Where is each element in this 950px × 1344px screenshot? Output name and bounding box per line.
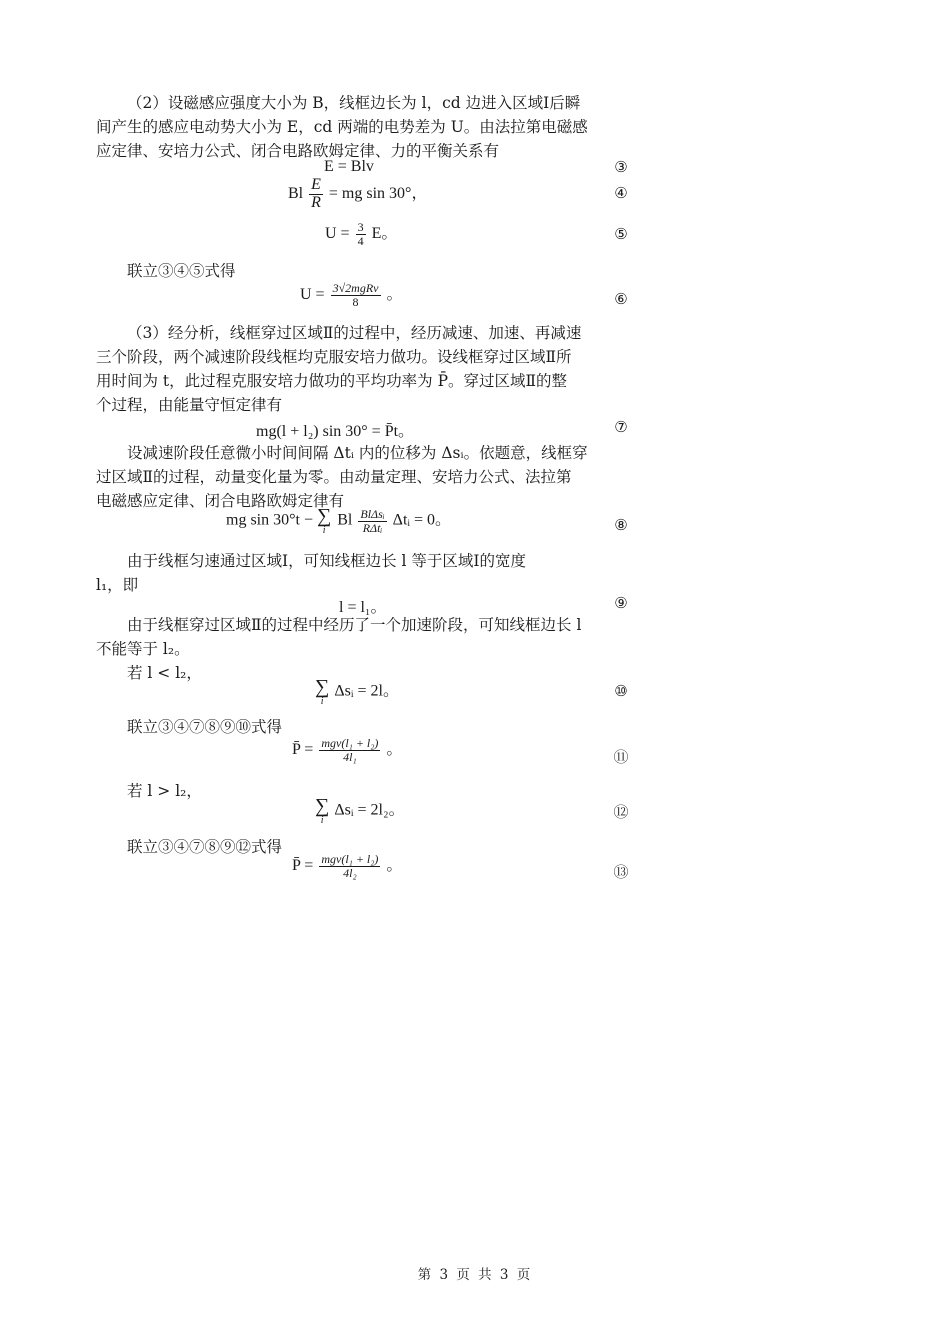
fraction-numerator: 3: [357, 220, 364, 235]
equation-12: [315, 796, 405, 826]
equation-number: ⑦: [614, 418, 628, 436]
equation-term: Bl: [337, 511, 353, 529]
equation-term: Δtᵢ = 0。: [392, 511, 452, 529]
paragraph-line: 由于线框穿过区域Ⅱ的过程中经历了一个加速阶段，可知线框边长 l: [127, 616, 582, 634]
equation-number: ③: [614, 158, 628, 176]
equation-13: [292, 852, 402, 879]
paragraph-line: 联立③④⑦⑧⑨⑫式得: [127, 838, 283, 856]
fraction-denominator: 4l₂: [343, 865, 357, 880]
fraction: [358, 508, 386, 534]
fraction: [319, 737, 380, 763]
equation-11: [292, 736, 402, 763]
equation-number: ⑤: [614, 225, 628, 243]
equation-10: [315, 677, 399, 707]
paragraph-line: 联立③④⑤式得: [127, 262, 236, 280]
equation-number: ④: [614, 184, 628, 202]
equation-7: mg(l + l₂) sin 30° = P̄t。: [256, 423, 415, 440]
summation-index: i: [320, 815, 324, 826]
paragraph-line: 过区域Ⅱ的过程，动量变化量为零。由动量定理、安培力公式、法拉第: [96, 468, 572, 486]
equation-number: ⑪: [613, 748, 629, 766]
paragraph-line: 联立③④⑦⑧⑨⑩式得: [127, 718, 283, 736]
fraction: [356, 221, 366, 247]
equation-number: ⑫: [613, 803, 629, 821]
fraction: [331, 282, 381, 308]
fraction-numerator: mgv(l₁ + l₂): [321, 736, 379, 751]
equation-term: 。: [386, 857, 403, 874]
fraction-denominator: RΔtᵢ: [362, 520, 383, 535]
paragraph-line: 不能等于 l₂。: [96, 640, 190, 658]
equation-term: U =: [300, 286, 325, 303]
equation-term: U =: [325, 225, 350, 242]
fraction: [319, 853, 380, 879]
fraction: [309, 177, 323, 212]
equation-number: ⑩: [614, 682, 628, 700]
paragraph-line: 若 l > l₂，: [127, 782, 202, 800]
fraction-denominator: 8: [352, 294, 359, 309]
fraction-denominator: R: [311, 193, 321, 211]
equation-number: ⑧: [614, 516, 628, 534]
paragraph-line: 间产生的感应电动势大小为 E，cd 两端的电势差为 U。由法拉第电磁感: [96, 118, 588, 136]
paragraph-line: 设减速阶段任意微小时间间隔 Δtᵢ 内的位移为 Δsᵢ。依题意，线框穿: [127, 444, 588, 462]
equation-term: mg sin 30°t −: [226, 511, 313, 529]
equation-number: ⑨: [614, 594, 628, 612]
paragraph-line: 个过程，由能量守恒定律有: [96, 396, 283, 414]
paragraph-line: 用时间为 t，此过程克服安培力做功的平均功率为 P̄。穿过区域Ⅱ的整: [96, 372, 568, 390]
equation-term: Bl: [288, 184, 304, 202]
summation-symbol: ∑ i: [315, 676, 330, 707]
paragraph-line: l₁，即: [96, 576, 139, 594]
fraction-numerator: E: [311, 176, 321, 193]
equation-term: 。: [386, 286, 403, 303]
paragraph-line: 若 l < l₂，: [127, 664, 202, 682]
paragraph-line: 电磁感应定律、闭合电路欧姆定律有: [96, 492, 345, 510]
page-footer: 第 3 页 共 3 页: [417, 1267, 533, 1283]
equation-6: [300, 281, 403, 308]
paragraph-line: 三个阶段，两个减速阶段线框均克服安培力做功。设线框穿过区域Ⅱ所: [96, 348, 572, 366]
equation-9: l = l₁。: [339, 599, 387, 616]
fraction-denominator: 4: [357, 233, 364, 248]
equation-3: E = Blv: [324, 158, 374, 175]
fraction-numerator: 3√2mgRv: [332, 281, 379, 296]
equation-term: 。: [386, 741, 403, 758]
equation-term: Δsᵢ = 2l。: [334, 682, 399, 700]
fraction-numerator: BlΔsᵢ: [360, 506, 385, 521]
equation-5: [325, 220, 397, 247]
equation-term: E。: [371, 225, 398, 242]
paragraph-line: 由于线框匀速通过区域Ⅰ，可知线框边长 l 等于区域Ⅰ的宽度: [127, 552, 527, 570]
equation-8: [226, 506, 451, 536]
summation-symbol: ∑ i: [316, 505, 332, 536]
summation-index: i: [320, 696, 324, 707]
equation-term: Δsᵢ = 2l₂。: [334, 801, 405, 819]
paragraph-line: 应定律、安培力公式、闭合电路欧姆定律、力的平衡关系有: [96, 142, 500, 160]
equation-4: [288, 177, 427, 212]
fraction-denominator: 4l₁: [343, 749, 357, 764]
paragraph-line: （3）经分析，线框穿过区域Ⅱ的过程中，经历减速、加速、再减速: [127, 324, 582, 342]
equation-term: P̄ =: [292, 857, 314, 874]
equation-term: = mg sin 30°，: [328, 184, 428, 202]
fraction-numerator: mgv(l₁ + l₂): [321, 852, 379, 867]
equation-number: ⑬: [613, 863, 629, 881]
equation-term: P̄ =: [292, 741, 314, 758]
summation-symbol: ∑ i: [315, 795, 330, 826]
equation-number: ⑥: [614, 290, 628, 308]
summation-index: i: [322, 525, 326, 536]
paragraph-line: （2）设磁感应强度大小为 B，线框边长为 l，cd 边进入区域Ⅰ后瞬: [127, 94, 581, 112]
